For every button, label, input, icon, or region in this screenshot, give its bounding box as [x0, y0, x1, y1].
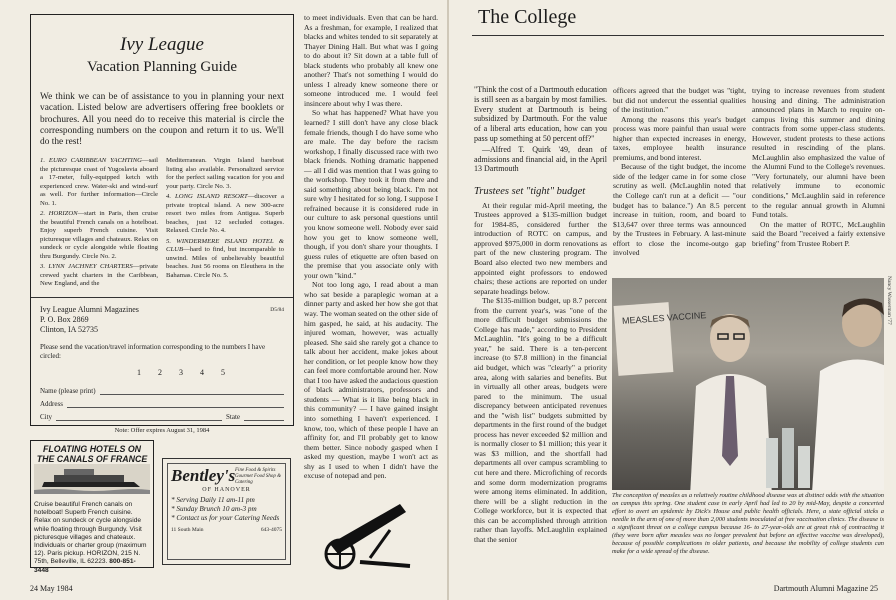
- advertiser-entry: 5. WINDERMERE ISLAND HOTEL & CLUB—hard to find, but incomparable to unwind. Miles of unbelievably beautiful beaches. Just 56 rooms on Eleuthera in the Bahamas. Circle No. 5.: [166, 237, 284, 279]
- article-subhead: Trustees set "tight" budget: [474, 186, 586, 198]
- cannon-illustration-icon: [300, 492, 420, 570]
- coupon-divider: [31, 297, 293, 298]
- article-column-2: [613, 86, 746, 258]
- circle-number-1[interactable]: 1: [137, 367, 141, 377]
- bentleys-logo: Bentley's: [171, 466, 236, 485]
- bentleys-place: OF HANOVER: [202, 487, 251, 493]
- city-state-field[interactable]: City State: [40, 408, 284, 421]
- advertiser-entry: 3. LYNN JACHNEY CHARTERS—private crewed yacht charters in the Caribbean, New England, and the: [40, 263, 158, 288]
- essay-column: [304, 13, 438, 481]
- coupon-code: D5/84: [270, 306, 284, 313]
- article-paragraph: The $135-million budget, up 8.7 percent from the current year's, was "one of the more difficult budget submissions the College has made," according to President McLaughlin. "It's going to be a difficult year," he said. There is a ten-percent increase (to $7.8 million) in the financial aid budget, which was "clearly" a priority area, along with salaries and benefits. But in virtually all other areas, budgets were pared to the minimum. The usual discrepancy between anticipated revenues and the "wish list" budgets submitted by departments in the first round of the budget process has never exceeded $2 million and is normally closer to $1 million; this year it was $3 million, and the shortfall had departments all over campus scrambling to cut here and there. Microfiching of records and some dorm modernization programs were among items eliminated. In addition, there will be a slight reduction in the College workforce, but it is expected that this can be accomplished through attrition rather than layoffs. McLaughlin explained that the senior: [474, 296, 607, 544]
- article-paragraph: Among the reasons this year's budget process was more painful than usual were higher than expected increases in energy, taxes, employee health insurance premiums, and bond interest.: [613, 114, 746, 162]
- left-page: [0, 0, 447, 600]
- hotel-ad-phone: 800-851-3448: [34, 558, 136, 574]
- article-paragraph: Because of the tight budget, the income side of the ledger came in for some close scrutiny as well. (McLaughlin noted that the College can't run at a deficit — "our budget has to balance.") An 8.5 percent increase in tuition, room, and board to $13,647 over three terms was announced by the Trustees in February. A last-minute effort to close the income-outgo gap involved: [613, 162, 746, 258]
- vacation-guide-coupon: [30, 14, 294, 434]
- essay-paragraph: So what has happened? What have you learned? I still don't have any close black female friends, though I do have some who are male. The day before the racism workshop, I finally discussed race with two black friends. Nothing dramatic happened — all I did was mention that I was going to the workshop. They took it from there and said something about being black. I'm not sure why I hesitated for so long. I suppose I refrained because it is considered rude in our culture to ask personal questions until you know someone well. Nobody ever said how you get to know someone well, though, if you don't share your thoughts. I guess rules of etiquette are often based on the premise that you associate only with your own "kind.": [304, 108, 438, 280]
- guide-title: Ivy League: [120, 34, 204, 55]
- section-title-rule: [472, 35, 884, 36]
- circle-numbers: [78, 368, 284, 377]
- advertiser-entry: 1. EURO CARIBBEAN YACHTING—sail the picturesque coast of Yugoslavia aboard a 17-meter, fully-equipped ketch with experienced crew. Water-ski and wind-surf as well. For further information—Circle No. 1.: [40, 157, 158, 207]
- hotel-ad-text: Cruise beautiful French canals on hotelboat! Superb French cuisine. Relax on sundeck or cycle alongside while floating through Burgundy. Visit picturesque villages and chateaux. Individuals or charter group (maximum 12). Paris pickup. HORIZON, 215 N. 75th, Belleville, IL 62223. 800-851-3448: [34, 501, 147, 574]
- hotelboat-illustration-icon: [34, 464, 150, 494]
- photo-credit: Nancy Wasserman '77: [886, 276, 892, 325]
- advertiser-entry: 4. LONG ISLAND RESORT—discover a private tropical island. A new 300-acre resort two miles from Antigua. Superb beaches, just 12 secluded cottages. Relaxed. Circle No. 4.: [166, 193, 285, 235]
- article-paragraph: On the matter of ROTC, McLaughlin said the Board "received a fairly extensive briefing" from Trustee Robert P.: [752, 219, 885, 248]
- section-title: The College: [478, 6, 577, 28]
- bentleys-hours: * Serving Daily 11 am-11 pm * Sunday Brunch 10 am-3 pm * Contact us for your Catering Needs: [171, 496, 280, 522]
- advertiser-column-right: [166, 157, 284, 291]
- article-paragraph: trying to increase revenues from student housing and dining. The administration announced plans in March to require on-campus living this summer and dining contracts from some upper-class students. However, student protests to these actions resulted in rescinding of the plans. McLaughlin also emphasized the value of the Alumni Fund to the College's revenues. "Very fortunately, our alumni have been relatively immune to economic conditions," McLaughlin said in reference to the regular annual growth in Alumni Fund totals.: [752, 86, 885, 220]
- article-column-3: [752, 86, 885, 248]
- advertiser-entry: Mediterranean. Virgin Island bareboat listing also available. Personalized service for the perfect sailing vacation for you and your party. Circle No. 3.: [166, 157, 284, 190]
- advertiser-list: [40, 157, 284, 291]
- measles-clinic-photo: [612, 278, 884, 490]
- circle-number-5[interactable]: 5: [221, 367, 225, 377]
- circle-number-2[interactable]: 2: [158, 367, 162, 377]
- name-field[interactable]: Name (please print): [40, 382, 284, 395]
- article-column-1: [474, 85, 607, 544]
- hotel-ad-title: FLOATING HOTELS ON THE CANALS OF FRANCE: [36, 444, 148, 464]
- vaccine-sign-text: MEASLES VACCINE: [621, 310, 707, 326]
- guide-subtitle: Vacation Planning Guide: [87, 59, 237, 75]
- floating-hotels-ad: [30, 440, 154, 574]
- folio-left: 24 May 1984: [30, 584, 73, 593]
- bentleys-contact: 11 South Main 643-4075: [171, 527, 282, 533]
- advertiser-column-left: [40, 157, 158, 291]
- pull-quote-attribution: —Alfred T. Quirk '49, dean of admissions and financial aid, in the April 13 Dartmouth: [474, 144, 607, 174]
- offer-expiry: Note: Offer expires August 31, 1984: [114, 426, 210, 434]
- circle-number-3[interactable]: 3: [179, 367, 183, 377]
- essay-paragraph: to meet individuals. Even that can be hard. As a freshman, for example, I realized that blacks and whites tended to sit separately at Thayer Dining Hall. But what was I going to do about it? Sit down at a table full of black students who probably all knew one another? That's not something I would do unless I already knew someone there or someone introduced me. I would feel insincere about why I was there.: [304, 13, 438, 108]
- article-paragraph: At their regular mid-April meeting, the Trustees approved a $135-million budget for 1984-85, considered further the introduction of ROTC on campus, and approved $975,000 in dorm renovations as part of the new clustering program. The Board also elected two new members and appointed eight professors to endowed chairs; these actions are reported on under separate headings below.: [474, 200, 607, 296]
- official-figure-icon: [682, 306, 772, 490]
- advertiser-entry: 2. HORIZON—start in Paris, then cruise the beautiful French canals on a hotelboat. Enjoy superb French cuisine. Visit picturesque villages and chateaux. Relax on sundeck or cycle alongside while floating thru Burgundy. Circle No. 2.: [40, 210, 158, 260]
- pull-quote: "Think the cost of a Dartmouth education is still seen as a bargain by most families. Every student at Dartmouth is being subsidized by Dartmouth. For the value of a liberal arts education, how can you pass up something at 50 percent off?" —Alfred T. Quirk '49, dean of admissions and financial aid, in the April 13 Dartmouth: [474, 85, 608, 174]
- bentleys-tagline: Fine Food & Spirits Gourmet Food Shop & Catering: [235, 468, 281, 485]
- guide-intro: We think we can be of assistance to you in planning your next vacation. Listed below are advertisers offering free booklets or brochures. All you need do to receive this material is circle the corresponding numbers on the coupon and return it to us. We'll do the rest!: [40, 92, 284, 148]
- bentleys-ad: [162, 458, 291, 565]
- coupon-instructions: Please send the vacation/travel information corresponding to the numbers I have circled:: [40, 342, 266, 360]
- vaccine-bottles-icon: [762, 418, 812, 488]
- mailing-address: Ivy League Alumni Magazines P. O. Box 2869 Clinton, IA 52735 D5/84: [40, 304, 284, 334]
- student-figure-icon: [812, 293, 884, 490]
- circle-number-4[interactable]: 4: [200, 367, 204, 377]
- folio-right: Dartmouth Alumni Magazine 25: [773, 584, 878, 593]
- essay-paragraph: Not too long ago, I read about a man who sat beside a paraplegic woman at a dinner party and asked her how she got that way. The woman seated on the other side of him gasped, he said, at his audacity. The injured woman, however, was actually pleased. She said she rarely got a chance to talk about her accident, make jokes about her condition, or let people know how they can feel more comfortable around her. Now that I too have asked the audacious question of black administrators, professors and students — What is it like being black in this community? — I have gained insight into something I haven't experienced. I know, too, which of these people I have an affinity for, and I'll probably get to know them better. Since nobody gasped when I asked my question, maybe I won't act as shy as I used to when I didn't have the excuse of notepad and pen.: [304, 280, 438, 481]
- photo-caption: The conception of measles as a relatively routine childhood disease was at distinct odds with the situation on campus this spring. One student case in early April had led to 20 by mid-May, despite a concerted effort to avert an epidemic by Dick's House and public health officials. Here, a state official sticks a needle in the arm of one of more than 2,000 students inoculated at free vaccination clinics. The disease is a significant threat on a college campus because 16- to 27-year-olds are at great risk of contracting it (they were born after measles was no longer prevalent but before an effective vaccine was developed), because of possible complications in older patients, and because the mobility of college students can make for a wide spread of the disease.: [612, 492, 884, 555]
- article-paragraph: officers agreed that the budget was "tight, but did not undercut the essential qualities of the institution.": [613, 86, 746, 115]
- address-field[interactable]: Address: [40, 395, 284, 408]
